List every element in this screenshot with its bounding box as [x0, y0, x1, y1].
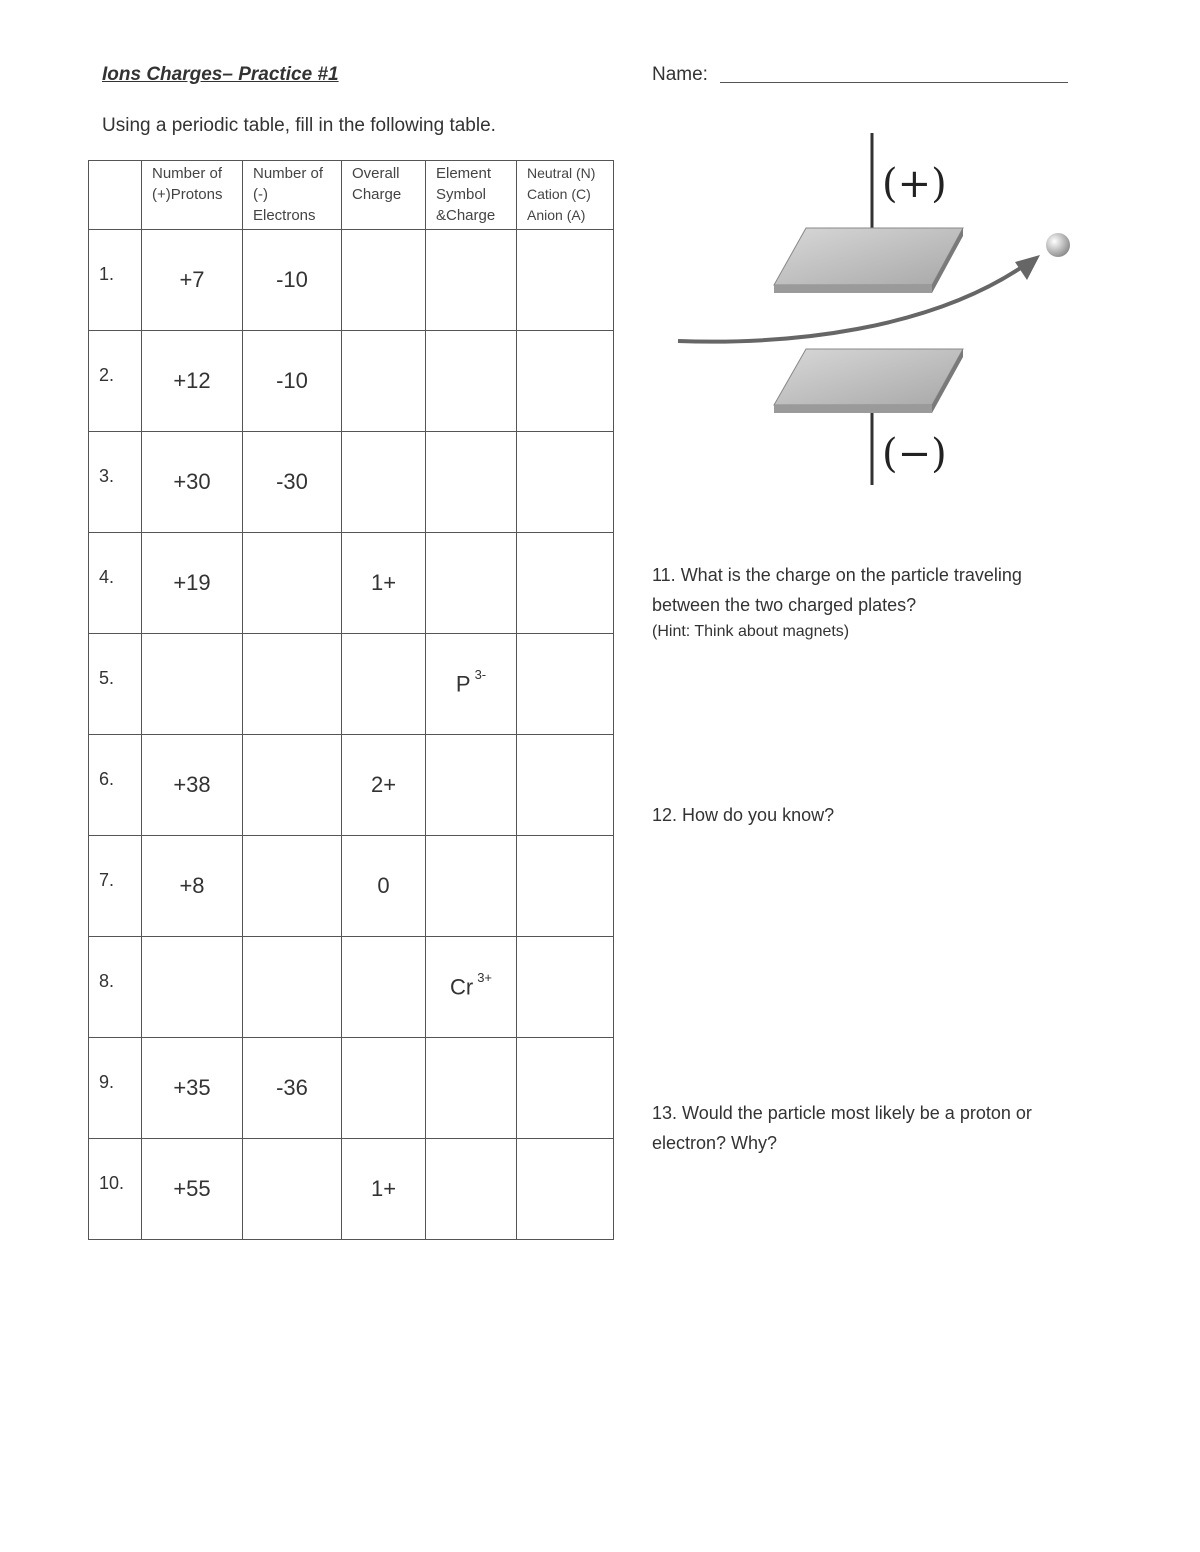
- header-protons: Number of (+)Protons: [142, 161, 243, 230]
- row-number-cell: 3.: [89, 432, 142, 533]
- row-number-cell: 6.: [89, 735, 142, 836]
- ion-type-cell[interactable]: [517, 1139, 614, 1240]
- symbol-cell[interactable]: [426, 634, 517, 735]
- ion-type-cell[interactable]: [517, 230, 614, 331]
- table-row: [89, 432, 614, 533]
- electrons-cell[interactable]: [243, 735, 342, 836]
- header-electrons: Number of (-) Electrons: [243, 161, 342, 230]
- path-arrowhead: [1015, 255, 1040, 280]
- protons-cell[interactable]: +12: [142, 331, 243, 432]
- ion-type-cell[interactable]: [517, 331, 614, 432]
- name-label: Name:: [652, 64, 708, 85]
- symbol-cell[interactable]: [426, 735, 517, 836]
- charge-cell[interactable]: 2+: [342, 735, 426, 836]
- table-row: [89, 634, 614, 735]
- question-11-hint: (Hint: Think about magnets): [652, 623, 850, 640]
- symbol-cell[interactable]: [426, 230, 517, 331]
- electrons-cell[interactable]: -36: [243, 1038, 342, 1139]
- ion-type-cell[interactable]: [517, 634, 614, 735]
- symbol-cell[interactable]: [426, 331, 517, 432]
- charge-cell[interactable]: [342, 634, 426, 735]
- header-charge: Overall Charge: [342, 161, 426, 230]
- charge-cell[interactable]: [342, 432, 426, 533]
- table-row: [89, 533, 614, 634]
- row-number-cell: 7.: [89, 836, 142, 937]
- positive-label: (+): [882, 161, 947, 207]
- protons-cell[interactable]: [142, 634, 243, 735]
- particle-ball: [1046, 233, 1070, 257]
- symbol-cell[interactable]: [426, 432, 517, 533]
- symbol-cell[interactable]: [426, 533, 517, 634]
- electrons-cell[interactable]: -10: [243, 331, 342, 432]
- instructions: Using a periodic table, fill in the following table.: [102, 115, 496, 136]
- question-13: 13. Would the particle most likely be a proton or electron? Why?: [652, 1103, 1032, 1153]
- electrons-cell[interactable]: [243, 937, 342, 1038]
- ion-type-cell[interactable]: [517, 432, 614, 533]
- table-row: [89, 1139, 614, 1240]
- row-number-cell: 8.: [89, 937, 142, 1038]
- table-row: [89, 1038, 614, 1139]
- table-row: [89, 937, 614, 1038]
- protons-cell[interactable]: +19: [142, 533, 243, 634]
- row-number-cell: 1.: [89, 230, 142, 331]
- ion-type-cell[interactable]: [517, 735, 614, 836]
- protons-cell[interactable]: +35: [142, 1038, 243, 1139]
- charge-cell[interactable]: [342, 230, 426, 331]
- electrons-cell[interactable]: [243, 533, 342, 634]
- protons-cell[interactable]: +38: [142, 735, 243, 836]
- ion-type-cell[interactable]: [517, 937, 614, 1038]
- positive-plate: [774, 228, 963, 293]
- table-row: [89, 331, 614, 432]
- row-number-cell: 9.: [89, 1038, 142, 1139]
- header-symbol: Element Symbol &Charge: [426, 161, 517, 230]
- charge-cell[interactable]: 0: [342, 836, 426, 937]
- negative-label: (−): [882, 431, 947, 477]
- symbol-cell[interactable]: [426, 937, 517, 1038]
- header-ion-type: Neutral (N) Cation (C) Anion (A): [517, 161, 614, 230]
- protons-cell[interactable]: [142, 937, 243, 1038]
- ion-charges-table: [88, 160, 614, 1240]
- header-number: [89, 161, 142, 230]
- symbol-cell[interactable]: [426, 1038, 517, 1139]
- electrons-cell[interactable]: [243, 1139, 342, 1240]
- name-blank-line[interactable]: [720, 82, 1068, 83]
- electrons-cell[interactable]: [243, 836, 342, 937]
- protons-cell[interactable]: +7: [142, 230, 243, 331]
- table-row: [89, 836, 614, 937]
- element-symbol: P: [455, 671, 471, 697]
- element-symbol: Cr: [449, 974, 474, 1000]
- question-12: 12. How do you know?: [652, 805, 835, 825]
- row-number-cell: 5.: [89, 634, 142, 735]
- charge-cell[interactable]: 1+: [342, 1139, 426, 1240]
- charge-cell[interactable]: [342, 331, 426, 432]
- element-charge: 3-: [474, 666, 487, 682]
- ion-type-cell[interactable]: [517, 1038, 614, 1139]
- electrons-cell[interactable]: -10: [243, 230, 342, 331]
- table-header-row: [89, 161, 614, 230]
- symbol-cell[interactable]: [426, 1139, 517, 1240]
- ion-type-cell[interactable]: [517, 533, 614, 634]
- charge-cell[interactable]: [342, 937, 426, 1038]
- row-number-cell: 4.: [89, 533, 142, 634]
- protons-cell[interactable]: +8: [142, 836, 243, 937]
- negative-plate: [774, 349, 963, 413]
- question-11: 11. What is the charge on the particle traveling between the two charged plates?: [652, 565, 1022, 615]
- electrons-cell[interactable]: -30: [243, 432, 342, 533]
- charge-cell[interactable]: 1+: [342, 533, 426, 634]
- element-charge: 3+: [477, 969, 493, 985]
- symbol-cell[interactable]: [426, 836, 517, 937]
- charge-cell[interactable]: [342, 1038, 426, 1139]
- row-number-cell: 2.: [89, 331, 142, 432]
- charged-plates-diagram: [670, 125, 1090, 495]
- table-row: [89, 230, 614, 331]
- electrons-cell[interactable]: [243, 634, 342, 735]
- worksheet-title: Ions Charges– Practice #1: [102, 64, 339, 85]
- table-row: [89, 735, 614, 836]
- row-number-cell: 10.: [89, 1139, 142, 1240]
- protons-cell[interactable]: +55: [142, 1139, 243, 1240]
- protons-cell[interactable]: +30: [142, 432, 243, 533]
- ion-type-cell[interactable]: [517, 836, 614, 937]
